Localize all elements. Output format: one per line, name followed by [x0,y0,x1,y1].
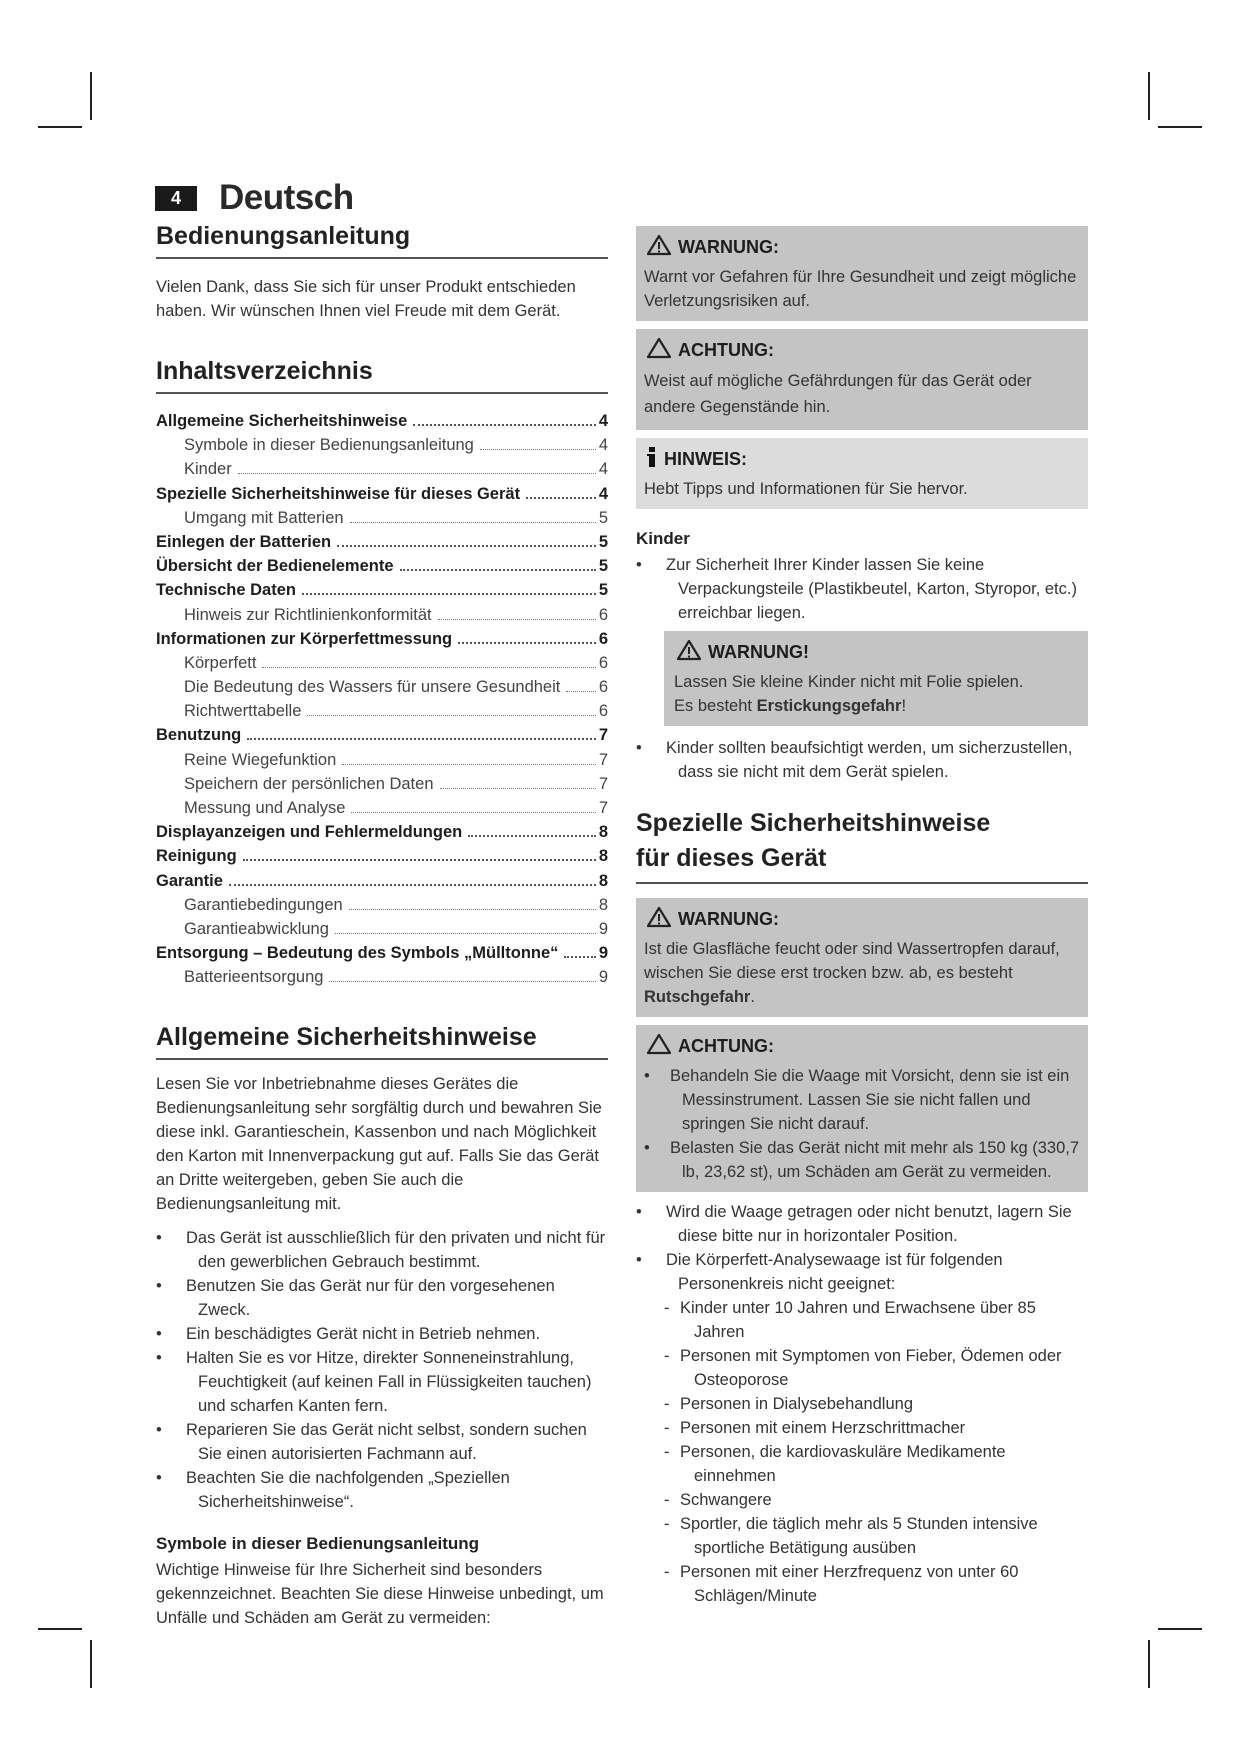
general-safety-text: Lesen Sie vor Inbetriebnahme dieses Gerätes die Bedienungsanleitung sehr sorgfältig durch und bewahren Sie diese inkl. Garantieschein, Kassenbon und nach Möglichkeit den Karton mit Innenverpackung gut auf. Falls Sie das Gerät an Dritte weitergeben, geben Sie auch die Bedienungsanleitung mit. [156,1074,602,1213]
toc-entry-title: Übersicht der Bedienelemente [156,557,394,576]
warning-text: Warnt vor Gefahren für Ihre Gesundheit und zeigt mögliche Verletzungsrisiken auf. [644,268,1077,310]
crop-mark [38,1628,82,1630]
child-warning-label: WARNUNG! [708,642,809,662]
toc-leader [566,691,595,692]
toc-entry-title: Spezielle Sicherheitshinweise für dieses Gerät [156,484,521,503]
toc-leader [350,522,596,523]
list-item: • Wird die Waage getragen oder nicht benutzt, lagern Sie diese bitte nur in horizontaler Position. [636,1203,1072,1245]
toc-entry-page: 8 [598,871,608,890]
toc-entry-page: 8 [598,895,608,914]
toc-entry [156,412,608,436]
special-caution-label: ACHTUNG: [678,1036,774,1056]
toc-entry [156,509,608,533]
toc-entry-page: 6 [598,653,608,672]
note-label: HINWEIS: [664,449,747,469]
page-header [155,178,354,218]
caution-text: Weist auf mögliche Gefährdungen für das Gerät oder andere Gegenstände hin. [644,372,1032,416]
toc-entry-page: 9 [598,944,608,963]
info-icon [646,446,658,473]
kinder-list-2 [636,736,1088,784]
list-item: • Kinder sollten beaufsichtigt werden, um sicherzustellen, dass sie nicht mit dem Gerät spielen. [636,739,1073,781]
toc-entry-page: 6 [598,678,608,697]
toc-leader [480,449,596,450]
toc-entry [156,436,608,460]
toc-entry-page: 7 [598,750,608,769]
crop-mark [1148,72,1150,120]
list-item: - Sportler, die täglich mehr als 5 Stunden intensive sportliche Betätigung ausüben [664,1515,1038,1557]
list-item: - Personen mit einem Herzschrittmacher [664,1419,966,1437]
manual-title: Bedienungsanleitung [156,222,608,259]
toc-leader [247,738,596,740]
toc-entry [156,944,608,968]
toc-entry [156,630,608,654]
warning-box [636,226,1088,321]
child-warning-line2: Es besteht Erstickungsgefahr! [674,697,907,715]
list-item: - Kinder unter 10 Jahren und Erwachsene über 85 Jahren [664,1299,1036,1341]
list-item: • Das Gerät ist ausschließlich für den privaten und nicht für den gewerblichen Gebrauch bestimmt. [156,1228,606,1271]
toc-leader [262,667,595,668]
toc-leader [243,859,596,861]
left-column [156,222,608,1630]
toc-entry-title: Einlegen der Batterien [156,532,332,551]
special-safety-title: Spezielle Sicherheitshinweise für dieses Gerät [636,806,1088,884]
toc-entry [156,678,608,702]
note-box [636,438,1088,509]
toc-entry-title: Benutzung [156,726,242,745]
list-item: • Zur Sicherheit Ihrer Kinder lassen Sie keine Verpackungsteile (Plastikbeutel, Karton, Styropor, etc.) erreichbar liegen. [636,556,1077,622]
toc-entry-page: 9 [598,919,608,938]
list-item: • Reparieren Sie das Gerät nicht selbst, sondern suchen Sie einen autorisierten Fachmann auf. [156,1420,587,1463]
toc-entry-title: Allgemeine Sicherheitshinweise [156,412,408,430]
toc-entry-title: Garantieabwicklung [184,919,329,938]
toc-leader [564,956,595,958]
toc-entry [156,581,608,605]
toc-entry-page: 7 [598,774,608,793]
special-warning-box [636,898,1088,1017]
toc-entry-page: 4 [598,412,608,430]
toc-entry-title: Die Bedeutung des Wassers für unsere Gesundheit [184,678,561,697]
toc-entry-page: 8 [598,823,608,842]
special-caution-box [636,1025,1088,1192]
note-text: Hebt Tipps und Informationen für Sie hervor. [644,480,968,498]
toc-entry-page: 4 [598,436,608,455]
toc-entry [156,920,608,944]
toc-entry [156,485,608,509]
toc-leader [413,424,596,426]
list-item: • Ein beschädigtes Gerät nicht in Betrieb nehmen. [156,1324,541,1343]
toc-leader [440,788,596,789]
toc-entry [156,557,608,581]
toc-entry-title: Umgang mit Batterien [184,508,344,527]
toc-entry-title: Batterieentsorgung [184,968,324,987]
child-warning-title [676,639,1080,666]
special-caution-title [646,1033,1080,1060]
toc-entry-title: Speichern der persönlichen Daten [184,774,434,793]
list-item: - Personen, die kardiovaskuläre Medikamente einnehmen [664,1443,1006,1485]
toc-entry-title: Richtwerttabelle [184,702,302,721]
toc-entry [156,968,608,992]
special-list [636,1200,1088,1296]
warning-box-title [646,234,1080,261]
toc-entry [156,823,608,847]
toc-entry-page: 6 [598,702,608,721]
kinder-list [636,553,1088,625]
list-item: - Personen mit Symptomen von Fieber, Ödemen oder Osteoporose [664,1347,1062,1389]
persons-list [664,1296,1088,1608]
symbols-text: Wichtige Hinweise für Ihre Sicherheit sind besonders gekennzeichnet. Beachten Sie diese Hinweise unbedingt, um Unfälle und Schäden am Gerät zu vermeiden: [156,1560,604,1627]
toc-leader [238,473,596,474]
toc-entry [156,799,608,823]
toc-entry [156,533,608,557]
toc-leader [468,835,596,837]
crop-mark [90,1640,92,1688]
toc-entry-title: Informationen zur Körperfettmessung [156,629,453,648]
list-item: - Personen in Dialysebehandlung [664,1395,913,1413]
toc-entry [156,872,608,896]
kinder-title: Kinder [636,529,690,548]
crop-mark [1148,1640,1150,1688]
toc-entry [156,751,608,775]
table-of-contents [156,412,608,993]
toc-entry-title: Technische Daten [156,581,296,600]
special-warning-title [646,906,1080,933]
toc-entry-page: 5 [598,581,608,600]
language-title: Deutsch [219,178,354,217]
toc-entry-title: Displayanzeigen und Fehlermeldungen [156,823,463,842]
general-safety-list [156,1226,608,1514]
toc-entry-page: 8 [598,847,608,866]
toc-leader [229,884,596,886]
warning-triangle-icon [676,639,702,666]
toc-entry-page: 7 [598,799,608,817]
toc-entry [156,606,608,630]
warning-label: WARNUNG: [678,237,779,257]
toc-entry-title: Reinigung [156,847,237,866]
toc-leader [337,545,596,547]
toc-entry [156,702,608,726]
toc-entry [156,654,608,678]
toc-leader [329,981,595,982]
page-number: 4 [155,186,197,211]
toc-entry-page: 4 [598,460,608,479]
caution-triangle-icon [646,337,672,364]
special-caution-list [644,1064,1080,1184]
toc-entry-page: 6 [598,605,608,624]
toc-entry [156,726,608,750]
toc-entry-page: 6 [598,629,608,648]
toc-entry [156,460,608,484]
toc-leader [307,715,595,716]
list-item: • Halten Sie es vor Hitze, direkter Sonneneinstrahlung, Feuchtigkeit (auf keinen Fall in Flüssigkeiten tauchen) und scharfen Kanten fern. [156,1348,592,1415]
toc-entry-title: Symbole in dieser Bedienungsanleitung [184,436,474,455]
list-item: • Die Körperfett-Analysewaage ist für folgenden Personenkreis nicht geeignet: [636,1251,1003,1293]
crop-mark [1158,126,1202,128]
toc-entry-title: Garantiebedingungen [184,895,343,914]
list-item: • Belasten Sie das Gerät nicht mit mehr als 150 kg (330,7 lb, 23,62 st), um Schäden am Gerät zu vermeiden. [644,1139,1080,1181]
list-item: - Personen mit einer Herzfrequenz von unter 60 Schlägen/Minute [664,1563,1019,1605]
crop-mark [90,72,92,120]
toc-entry-title: Entsorgung – Bedeutung des Symbols „Mülltonne“ [156,944,559,963]
right-column [636,226,1088,1608]
child-warning-line1: Lassen Sie kleine Kinder nicht mit Folie spielen. [674,673,1024,691]
child-warning-box [664,631,1088,726]
list-item: • Behandeln Sie die Waage mit Vorsicht, denn sie ist ein Messinstrument. Lassen Sie sie nicht fallen und springen Sie nicht darauf. [644,1067,1070,1133]
note-box-title [646,446,1080,473]
toc-entry-page: 5 [598,532,608,551]
toc-entry [156,847,608,871]
toc-leader [342,764,596,765]
toc-leader [458,642,596,644]
toc-leader [349,909,596,910]
toc-leader [335,933,596,934]
toc-entry-page: 7 [598,726,608,745]
toc-entry-title: Kinder [184,460,232,479]
toc-entry [156,775,608,799]
caution-box [636,329,1088,430]
caution-box-title [646,337,1080,364]
crop-mark [1158,1628,1202,1630]
crop-mark [38,126,82,128]
intro-text: Vielen Dank, dass Sie sich für unser Produkt entschieden haben. Wir wünschen Ihnen viel Freude mit dem Gerät. [156,278,576,320]
toc-entry-title: Körperfett [184,653,257,672]
caution-label: ACHTUNG: [678,340,774,360]
toc-entry-page: 5 [598,508,608,527]
toc-leader [351,812,595,813]
toc-entry-page: 5 [598,557,608,576]
toc-entry-title: Messung und Analyse [184,799,346,817]
toc-leader [400,569,596,571]
toc-leader [526,497,596,499]
list-item: • Beachten Sie die nachfolgenden „Speziellen Sicherheitshinweise“. [156,1468,510,1511]
symbols-title: Symbole in dieser Bedienungsanleitung [156,1533,480,1553]
toc-entry-title: Garantie [156,871,223,890]
caution-triangle-icon [646,1033,672,1060]
special-warning-text: Ist die Glasfläche feucht oder sind Wassertropfen darauf, wischen Sie diese erst trocken bzw. ab, es besteht Rutschgefahr. [644,940,1060,1006]
toc-entry [156,896,608,920]
toc-leader [438,619,596,620]
warning-triangle-icon [646,906,672,933]
toc-entry-title: Reine Wiegefunktion [184,750,337,769]
special-warning-label: WARNUNG: [678,909,779,929]
toc-entry-title: Hinweis zur Richtlinienkonformität [184,605,432,624]
warning-triangle-icon [646,234,672,261]
toc-entry-page: 9 [598,968,608,987]
general-safety-title: Allgemeine Sicherheitshinweise [156,1023,608,1060]
toc-leader [302,593,596,595]
toc-entry-page: 4 [598,484,608,503]
list-item: • Benutzen Sie das Gerät nur für den vorgesehenen Zweck. [156,1276,555,1319]
list-item: - Schwangere [664,1491,772,1509]
toc-title: Inhaltsverzeichnis [156,357,608,394]
